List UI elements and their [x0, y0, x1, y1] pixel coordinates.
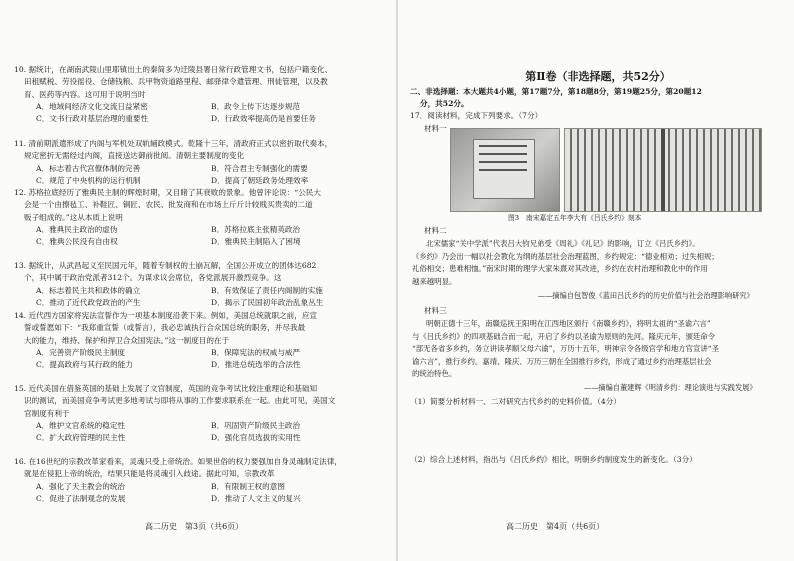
material1-label: 材料一 — [424, 124, 447, 133]
answer-option: B．有限制王权的意图 — [211, 481, 285, 491]
material3-text — [412, 318, 719, 381]
question-12 — [14, 187, 386, 248]
instructions-line-2: 分，共52分。 — [420, 99, 469, 108]
question-stem-line: 大的能力，维持、保护和捍卫合众国宪法。”这一制度目的在于 — [24, 335, 230, 345]
answer-option: A．完善资产阶级民主制度 — [36, 347, 126, 357]
material-text-line: 《乡约》乃会出一幅以社会教化为纲的基层社会治理蓝图，乡约规定：“德业相劝；过失相规； — [412, 251, 719, 261]
answer-option: C．提高政府与其行政的能力 — [36, 360, 133, 370]
answer-option: C．推动了近代政党政治的产生 — [36, 297, 141, 307]
question-stem-line: 14. 近代西方国家将宪法宣誓作为一项基本制度沿袭下来。例如，美国总统就职之前，应宣 — [14, 311, 318, 320]
material2-text — [412, 238, 719, 288]
question-stem-line: 规定密折无需经过内阁，直接送达御前批阅。清朝主要制度的变化 — [24, 151, 245, 161]
answer-option: D．揭示了民国初年政治乱象丛生 — [211, 297, 324, 307]
material-text-line: 谕六言”，推行乡约。嘉靖、隆庆、万历三朝在全国推行乡约，形成了通过乡约治理基层社会 — [412, 356, 712, 366]
answer-options — [14, 481, 386, 506]
answer-options — [14, 347, 386, 372]
material-text-line: 明朝正德十三年，南赣巡抚王阳明在江西地区颁行《南赣乡约》，将明太祖的“圣谕六言” — [426, 319, 711, 328]
instructions-line-1: 二、非选择题：本大题共4小题，第17题7分，第18题8分，第19题25分，第20题12 — [410, 87, 702, 96]
material3-source: ——摘编自董建辉《明清乡约：理论演进与实践发展》 — [584, 383, 757, 392]
answer-option: B．符合君主专制强化的需要 — [211, 163, 308, 173]
material-text-line: “部无各省多乡约，务立讲读孝顺父母六谕”，万历十五年，明神宗令各级官学和地方官宣讲“圣 — [412, 344, 719, 353]
answer-option: A．维护文官系统的稳定性 — [36, 420, 126, 430]
answer-option: A．标志着古代宫僚体制的完善 — [36, 163, 141, 173]
answer-option: C．规范了中央机构的运行机制 — [36, 175, 141, 185]
answer-options — [14, 101, 386, 126]
question-stem-line: 个，其中属于政治党派者312个。为谋求议会席位，各党派展开激烈竞争。这 — [24, 273, 282, 283]
question-16 — [14, 456, 386, 505]
answer-options — [14, 224, 386, 249]
question-stem-line: 誓或誓愿如下：“我郑重宣誓（或誓言），我必忠诚执行合众国总统的职务，并尽我最 — [24, 323, 306, 333]
question-stem-line: 官制度有利于 — [24, 408, 70, 418]
material-text-line: 礼俗相交；患难相恤。”南宋时期的理学大家朱熹对其改进，乡约在农村治理和教化中的作用 — [412, 264, 708, 273]
book-text-image — [564, 128, 762, 212]
figure-caption: 图3 南宋嘉定五年李大有《吕氏乡约》刻本 — [508, 214, 642, 222]
answer-option: C．雅典公民没有自由权 — [36, 237, 118, 247]
material-text-line: 北宋儒家“关中学派”代表吕大钧兄弟受《周礼》《礼记》的影响，订立《吕氏乡约》。 — [426, 239, 700, 248]
question-10 — [14, 64, 386, 125]
answer-option: B．有效保证了责任内阁制的实施 — [211, 285, 323, 295]
question-stem-line: 就是在侵犯上帝的统治，结果只能是将灵魂引入歧途。据此可知，宗教改革 — [24, 469, 275, 479]
left-page — [0, 0, 396, 561]
material3-label: 材料三 — [424, 306, 447, 315]
answer-option: C．文书行政对基层治理的重要性 — [36, 114, 149, 124]
answer-option: D．行政效率提高仍是首要任务 — [211, 114, 316, 124]
question-stem-line: 12. 苏格拉底经历了雅典民主制的辉煌时期，又目睹了其衰败的景象。他曾评论说：“公民大 — [14, 188, 321, 197]
answer-option: C．促进了法制观念的发展 — [36, 493, 126, 503]
answer-option: C．扩大政府管理的民主性 — [36, 433, 126, 443]
answer-option: B．巩固资产阶级民主政治 — [211, 420, 301, 430]
sub-question-2: （2）综合上述材料，指出与《吕氏乡约》相比，明朝乡约制度发生的新变化。（3分） — [410, 455, 697, 464]
material-text-line: 与《吕氏乡约》的四项基础合而一起，开启了乡约以圣谕为原则的先河。隆庆元年，颁廷命令 — [412, 331, 716, 341]
answer-option: D．推动了人文主义的复兴 — [211, 493, 301, 503]
q17-header: 17．阅读材料，完成下列要求。（7分） — [410, 111, 543, 120]
material2-label: 材料二 — [424, 226, 447, 235]
question-stem-line: 贩子组成的。”这从本质上说明 — [24, 212, 123, 222]
answer-options — [14, 285, 386, 310]
answer-option: B．政令上传下达逐步规范 — [211, 101, 301, 111]
answer-options — [14, 163, 386, 188]
question-stem-line: 育、医药等内容。这可用于说明当时 — [24, 89, 146, 99]
material-text-line: 的统治特色。 — [412, 369, 457, 378]
question-stem-line: 田租赋税、劳役徭役、仓储钱粮、兵甲物资道路里程、邮驿律令遣管理、刑徒管理，以及教 — [24, 77, 328, 87]
answer-option: A．雅典民主政治的虚伪 — [36, 224, 118, 234]
left-page-footer: 高二历史 第3页（共6页） — [145, 522, 244, 531]
question-stem-line: 15. 近代美国在借鉴英国的基础上发展了文官制度，英国的竞争考试比较注重理论和基础知 — [14, 384, 318, 393]
question-13 — [14, 260, 386, 309]
material-text-line: 越来越明显。 — [412, 276, 457, 286]
material2-source: ——摘编自包智俊《蓝田吕氏乡约的历史价值与社会治理影响研究》 — [538, 291, 754, 300]
answer-option: B．苏格拉底主张精英政治 — [211, 224, 301, 234]
question-11 — [14, 138, 386, 187]
answer-options — [14, 420, 386, 445]
book-photo-image — [450, 128, 560, 212]
section-title: 第Ⅱ卷（非选择题，共52分） — [525, 70, 671, 83]
question-stem-line: 16. 在16世纪的宗教改革家看来，灵魂只受上帝统治。如果世俗的权力要强加自身灵魂制定法律， — [14, 457, 342, 466]
question-stem-line: 识的测试，而美国竞争考试更多地考试与即将从事的工作要求联系在一起。由此可见，美国文 — [24, 396, 336, 406]
answer-option: A．地域间经济文化交流日益紧密 — [36, 101, 148, 111]
answer-option: D．推进总统选举的合法性 — [211, 360, 301, 370]
answer-option: D．雅典民主制陷入了困境 — [211, 237, 301, 247]
right-page — [398, 0, 794, 561]
question-14 — [14, 310, 386, 371]
question-15 — [14, 383, 386, 444]
sub-question-1: （1）简要分析材料一、二对研究古代乡约的史料价值。（4分） — [410, 397, 621, 406]
question-stem-line: 11. 清前期派遣形成了内阁与军机处双轨辅政模式。乾隆十三年，清政府正式以密折取代奏本， — [14, 139, 333, 148]
answer-option: A．强化了天主教会的统治 — [36, 481, 126, 491]
question-stem-line: 10. 据统计，在湖南武陵山里耶镇出土的秦简多为迁陵县署日常行政管理文书，包括户籍变化、 — [14, 65, 333, 74]
question-stem-line: 会是一个由擦毡工、补鞋匠、铜匠、农民、批发商和在市场上斤斤计较贱买贵卖的二道 — [24, 200, 313, 210]
question-stem-line: 13. 据统计，从武昌起义至民国元年，随着专制权的土崩瓦解，全国公开成立的团体达682 — [14, 261, 317, 270]
answer-option: B．保障宪法的权威与威严 — [211, 347, 301, 357]
answer-option: D．提高了朝廷政务处理效率 — [211, 175, 309, 185]
right-page-footer: 高二历史 第4页（共6页） — [506, 522, 605, 531]
answer-option: D．强化官员选拔的实用性 — [211, 433, 301, 443]
answer-option: A．标志着民主共和政体的确立 — [36, 285, 141, 295]
